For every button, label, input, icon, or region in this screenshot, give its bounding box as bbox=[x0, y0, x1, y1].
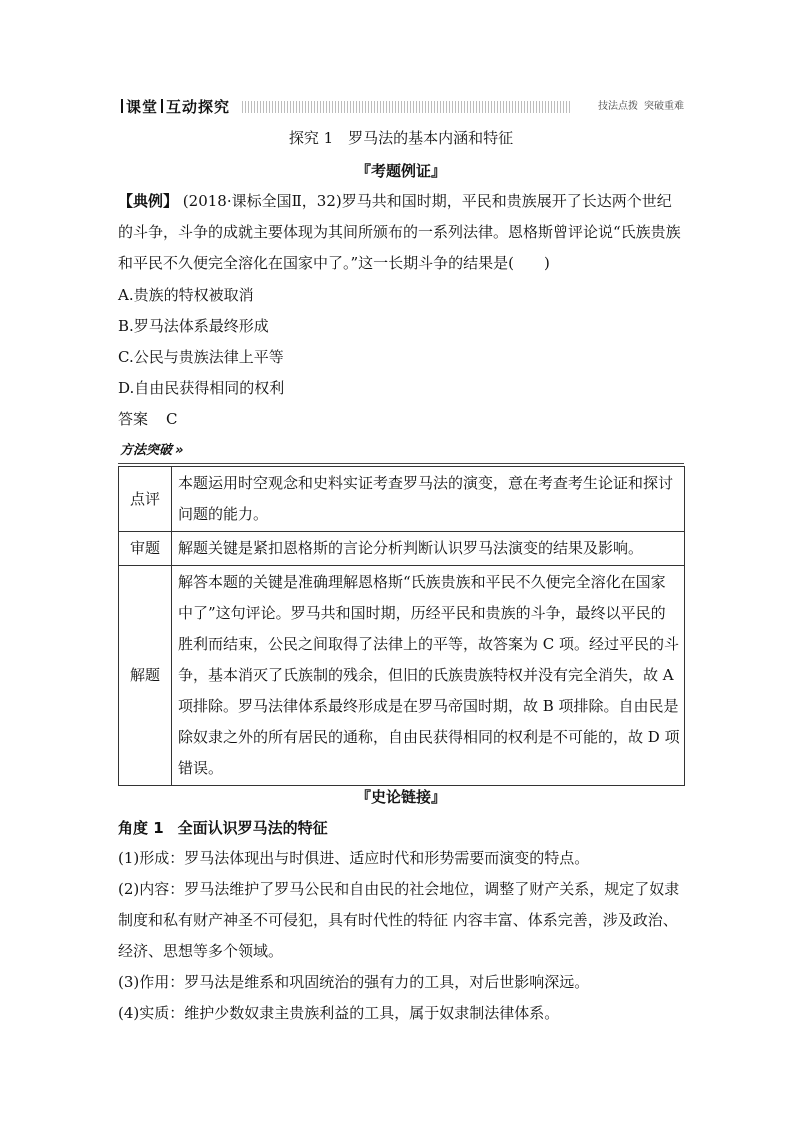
example-heading: 『考题例证』 bbox=[355, 162, 446, 180]
section-tag-difficulty: 突破重难 bbox=[644, 101, 684, 112]
row-text: 解答本题的关键是准确理解恩格斯“氏族贵族和平民不久便完全溶化在国家中了”这句评论。罗马共和国时期，历经平民和贵族的斗争，最终以平民的胜利而结束，公民之间取得了法律上的平等，故答案为 C 项。经过平民的斗争，基本消灭了氏族制的残余，但旧的氏族贵族特权并没有完全消失，故 A 项排除。罗马法律体系最终形成是在罗马帝国时期，故 B 项排除。自由民是除奴隶之外的所有居民的通称，自由民获得相同的权利是不可能的，故 D 项错误。 bbox=[172, 566, 685, 786]
section-tag-skills: 技法点拨 bbox=[598, 101, 638, 112]
row-label: 解题 bbox=[119, 566, 172, 786]
header-hatch-decoration bbox=[242, 101, 572, 113]
section-header bbox=[118, 96, 684, 118]
table-row bbox=[119, 467, 685, 532]
row-label: 点评 bbox=[119, 467, 172, 532]
method-label-text: 方法突破 bbox=[120, 443, 173, 458]
double-chevron-icon: » bbox=[175, 443, 184, 458]
angle-heading bbox=[118, 817, 328, 839]
point-content: (2)内容：罗马法维护了罗马公民和自由民的社会地位，调整了财产关系，规定了奴隶制度和私有财产神圣不可侵犯，具有时代性的特征 内容丰富、体系完善，涉及政治、经济、思想等多个领域。 bbox=[118, 880, 680, 960]
history-heading: 『史论链接』 bbox=[355, 788, 446, 806]
answer-label: 答案 bbox=[118, 410, 149, 428]
example-question bbox=[118, 186, 684, 279]
example-label: 【典例】 bbox=[118, 192, 179, 210]
section-title bbox=[118, 96, 230, 118]
answer-value: C bbox=[166, 410, 178, 428]
table-row bbox=[119, 532, 685, 566]
point-formation: (1)形成：罗马法体现出与时俱进、适应时代和形势需要而演变的特点。 bbox=[118, 849, 590, 867]
row-text: 本题运用时空观念和史料实证考查罗马法的演变，意在考查考生论证和探讨问题的能力。 bbox=[172, 467, 685, 532]
angle-label: 角度 1 bbox=[118, 819, 164, 837]
method-table bbox=[118, 466, 685, 786]
option-d: D.自由民获得相同的权利 bbox=[118, 379, 285, 397]
method-label bbox=[120, 442, 183, 460]
inquiry-title: 探究 1 罗马法的基本内涵和特征 bbox=[288, 129, 514, 147]
angle-title: 全面认识罗马法的特征 bbox=[177, 819, 328, 837]
section-title-part-a: 课堂 bbox=[126, 98, 159, 116]
title-bar-divider bbox=[161, 99, 163, 113]
table-row bbox=[119, 566, 685, 786]
point-essence: (4)实质：维护少数奴隶主贵族利益的工具，属于奴隶制法律体系。 bbox=[118, 1004, 560, 1022]
option-c: C.公民与贵族法律上平等 bbox=[118, 348, 284, 366]
method-underline bbox=[118, 463, 684, 464]
option-a: A.贵族的特权被取消 bbox=[118, 286, 254, 304]
point-role: (3)作用：罗马法是维系和巩固统治的强有力的工具，对后世影响深远。 bbox=[118, 973, 590, 991]
section-tags bbox=[598, 96, 684, 118]
example-stem: (2018·课标全国Ⅱ，32)罗马共和国时期，平民和贵族展开了长达两个世纪的斗争，斗争的成就主要体现为其间所颁布的一系列法律。恩格斯曾评论说“氏族贵族和平民不久便完全溶化在国家中了。”这一长期斗争的结果是( ) bbox=[118, 192, 681, 272]
row-text: 解题关键是紧扣恩格斯的言论分析判断认识罗马法演变的结果及影响。 bbox=[172, 532, 685, 566]
answer-line bbox=[118, 404, 684, 435]
row-label: 审题 bbox=[119, 532, 172, 566]
section-title-part-b: 互动探究 bbox=[166, 98, 231, 116]
option-b: B.罗马法体系最终形成 bbox=[118, 317, 269, 335]
title-bar-divider bbox=[121, 99, 123, 113]
